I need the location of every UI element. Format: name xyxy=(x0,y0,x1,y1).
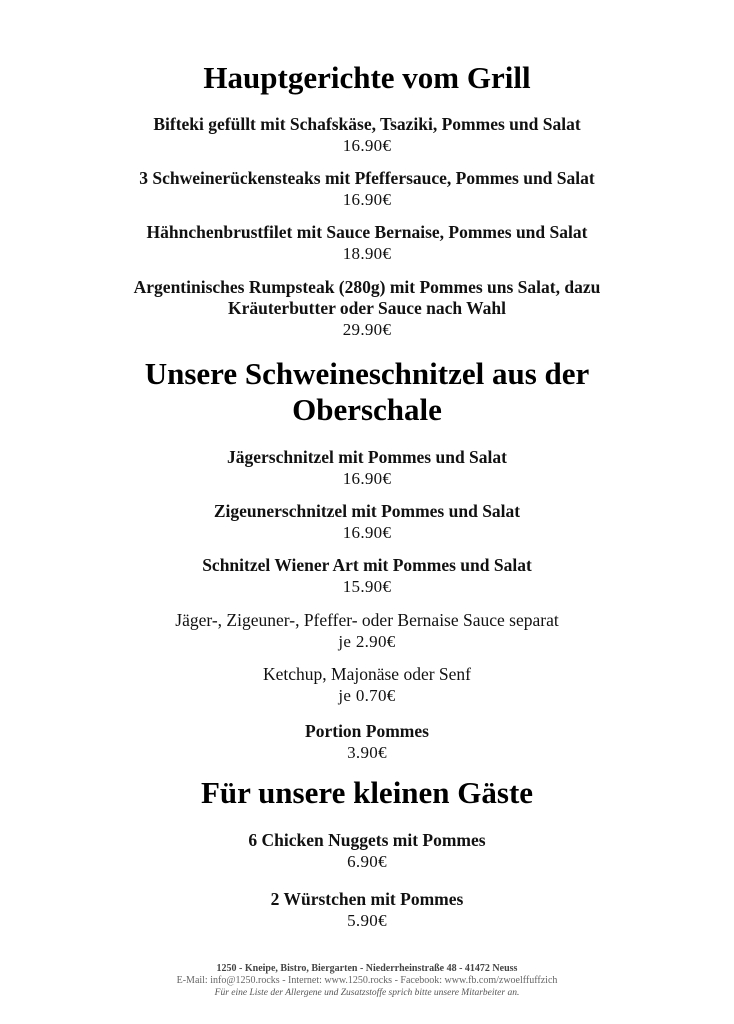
item-price: 3.90€ xyxy=(347,743,387,762)
item-name: Schnitzel Wiener Art mit Pommes und Salat xyxy=(202,555,532,575)
menu-item xyxy=(0,664,734,706)
item-name-line2: Kräuterbutter oder Sauce nach Wahl xyxy=(227,298,507,318)
item-price: 29.90€ xyxy=(342,320,392,339)
menu-item xyxy=(0,555,734,597)
item-price: 15.90€ xyxy=(342,577,392,596)
menu-item xyxy=(0,447,734,489)
section-title-schnitzel-line1: Unsere Schweineschnitzel aus der xyxy=(144,356,590,391)
item-price: je 2.90€ xyxy=(338,632,396,651)
footer-allergen-note: Für eine Liste der Allergene und Zusatzstoffe sprich bitte unsere Mitarbeiter an. xyxy=(214,988,520,998)
item-name: Bifteki gefüllt mit Schafskäse, Tsaziki, Pommes und Salat xyxy=(153,114,581,134)
footer-address: 1250 - Kneipe, Bistro, Biergarten - Niederrheinstraße 48 - 41472 Neuss xyxy=(216,963,518,974)
item-price: 16.90€ xyxy=(342,523,392,542)
item-name: 2 Würstchen mit Pommes xyxy=(270,889,464,909)
item-name: 3 Schweinerückensteaks mit Pfeffersauce, Pommes und Salat xyxy=(139,168,595,188)
section-title-kids: Für unsere kleinen Gäste xyxy=(200,775,534,810)
menu-item xyxy=(0,830,734,872)
menu-item xyxy=(0,721,734,763)
section-title-schnitzel-line2: Oberschale xyxy=(292,392,442,427)
menu-item xyxy=(0,889,734,931)
item-price: 16.90€ xyxy=(342,469,392,488)
item-name-line1: Argentinisches Rumpsteak (280g) mit Pommes uns Salat, dazu xyxy=(133,277,601,297)
menu-item xyxy=(0,277,734,340)
item-price: 18.90€ xyxy=(342,244,392,263)
menu-item xyxy=(0,222,734,264)
item-price: 6.90€ xyxy=(347,852,387,871)
item-name: Jäger-, Zigeuner-, Pfeffer- oder Bernaise Sauce separat xyxy=(175,610,559,630)
item-name: 6 Chicken Nuggets mit Pommes xyxy=(248,830,486,850)
item-price: 16.90€ xyxy=(342,190,392,209)
menu-item xyxy=(0,114,734,156)
item-name: Zigeunerschnitzel mit Pommes und Salat xyxy=(213,501,521,521)
menu-item xyxy=(0,610,734,652)
item-name: Portion Pommes xyxy=(305,721,429,741)
menu-item xyxy=(0,501,734,543)
item-name: Jägerschnitzel mit Pommes und Salat xyxy=(227,447,507,467)
item-price: je 0.70€ xyxy=(338,686,396,705)
item-price: 5.90€ xyxy=(347,911,387,930)
menu-item xyxy=(0,168,734,210)
item-name: Hähnchenbrustfilet mit Sauce Bernaise, Pommes und Salat xyxy=(146,222,588,242)
item-name: Ketchup, Majonäse oder Senf xyxy=(263,664,471,684)
section-title-grill: Hauptgerichte vom Grill xyxy=(203,60,531,95)
footer-contact: E-Mail: info@1250.rocks - Internet: www.1250.rocks - Facebook: www.fb.com/zwoelffuffzich xyxy=(176,975,558,986)
item-price: 16.90€ xyxy=(342,136,392,155)
